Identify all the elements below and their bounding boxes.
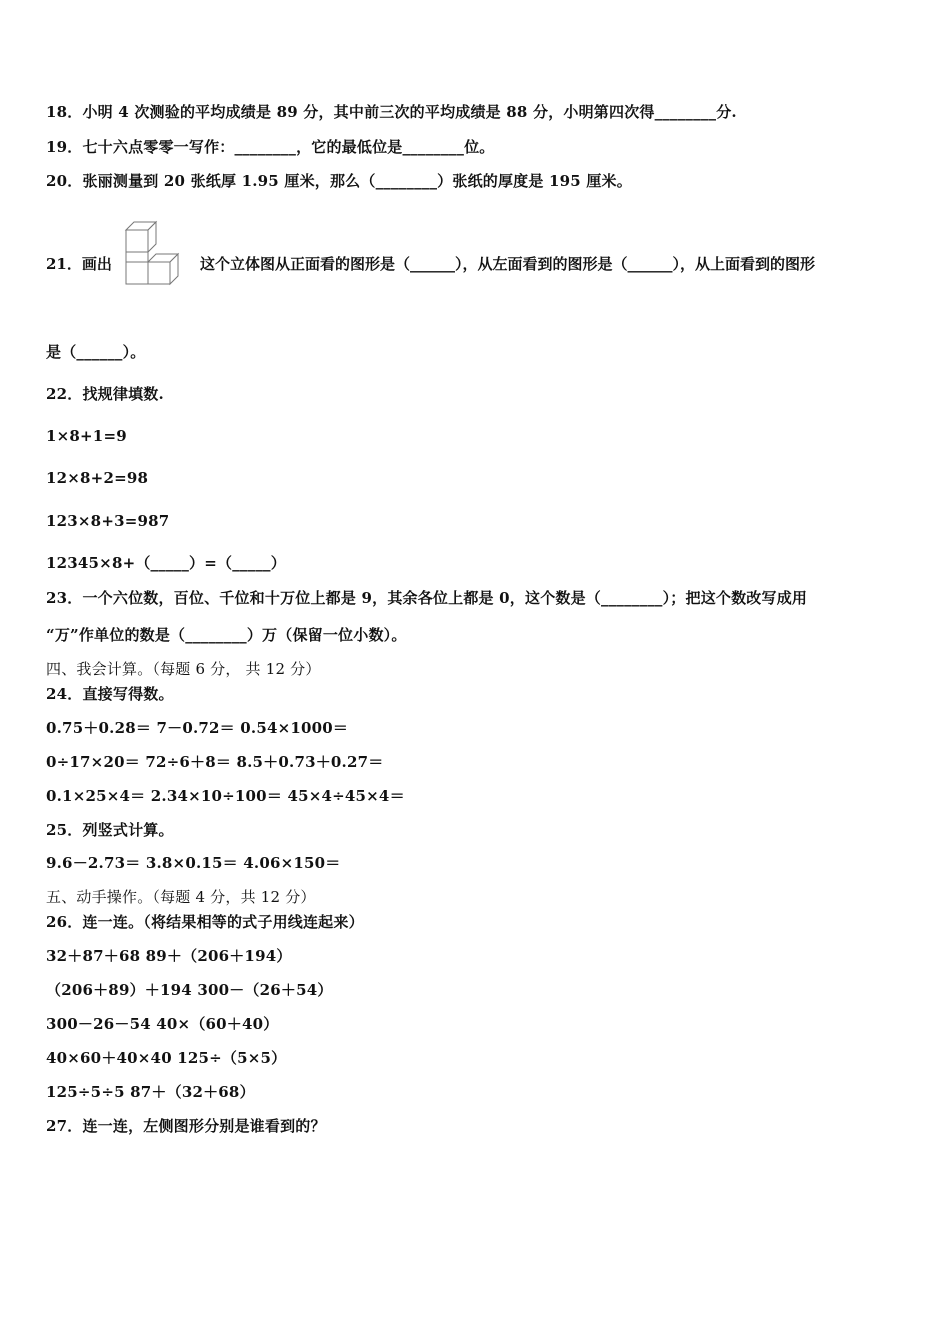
question-19: 19．七十六点零零一写作：________，它的最低位是________位。 bbox=[46, 138, 495, 156]
question-21-continued: 是（______）。 bbox=[46, 343, 146, 361]
section-5-heading: 五、动手操作。（每题 4 分，共 12 分） bbox=[46, 888, 316, 906]
question-26-line-4: 40×60＋40×40 125÷（5×5） bbox=[46, 1049, 287, 1067]
question-23-line-2: “万”作单位的数是（________）万（保留一位小数）。 bbox=[46, 626, 407, 644]
question-25: 25．列竖式计算。 bbox=[46, 821, 174, 839]
stacked-cubes-icon bbox=[122, 218, 186, 286]
question-26-line-5: 125÷5÷5 87＋（32＋68） bbox=[46, 1083, 255, 1101]
question-24: 24．直接写得数。 bbox=[46, 685, 174, 703]
question-21-label: 21．画出 bbox=[46, 255, 112, 273]
question-22: 22．找规律填数. bbox=[46, 385, 164, 403]
question-26-line-2: （206＋89）＋194 300－（26＋54） bbox=[46, 981, 333, 999]
question-24-line-3: 0.1×25×4＝ 2.34×10÷100＝ 45×4÷45×4＝ bbox=[46, 787, 405, 805]
question-21-text: 这个立体图从正面看的图形是（______），从左面看到的图形是（______），从上面看到的图形 bbox=[200, 255, 816, 273]
question-22-line-4: 12345×8+（_____）=（_____） bbox=[46, 554, 286, 572]
question-27: 27．连一连，左侧图形分别是谁看到的？ bbox=[46, 1117, 326, 1135]
question-26: 26．连一连。（将结果相等的式子用线连起来） bbox=[46, 913, 364, 931]
question-18: 18．小明 4 次测验的平均成绩是 89 分，其中前三次的平均成绩是 88 分，小明第四次得________分. bbox=[46, 103, 737, 121]
question-23-line-1: 23．一个六位数，百位、千位和十万位上都是 9，其余各位上都是 0，这个数是（________）；把这个数改写成用 bbox=[46, 589, 808, 607]
question-22-line-1: 1×8+1=9 bbox=[46, 427, 127, 445]
question-26-line-1: 32＋87＋68 89＋（206＋194） bbox=[46, 947, 292, 965]
question-22-line-2: 12×8+2=98 bbox=[46, 469, 149, 487]
question-22-line-3: 123×8+3=987 bbox=[46, 512, 170, 530]
question-24-line-2: 0÷17×20＝ 72÷6＋8＝ 8.5＋0.73＋0.27＝ bbox=[46, 753, 384, 771]
question-25-line: 9.6－2.73＝ 3.8×0.15＝ 4.06×150＝ bbox=[46, 854, 341, 872]
question-20: 20．张丽测量到 20 张纸厚 1.95 厘米，那么（________）张纸的厚度是 195 厘米。 bbox=[46, 172, 632, 190]
section-4-heading: 四、我会计算。（每题 6 分， 共 12 分） bbox=[46, 660, 321, 678]
question-26-line-3: 300－26－54 40×（60＋40） bbox=[46, 1015, 279, 1033]
question-24-line-1: 0.75＋0.28＝ 7－0.72＝ 0.54×1000＝ bbox=[46, 719, 349, 737]
